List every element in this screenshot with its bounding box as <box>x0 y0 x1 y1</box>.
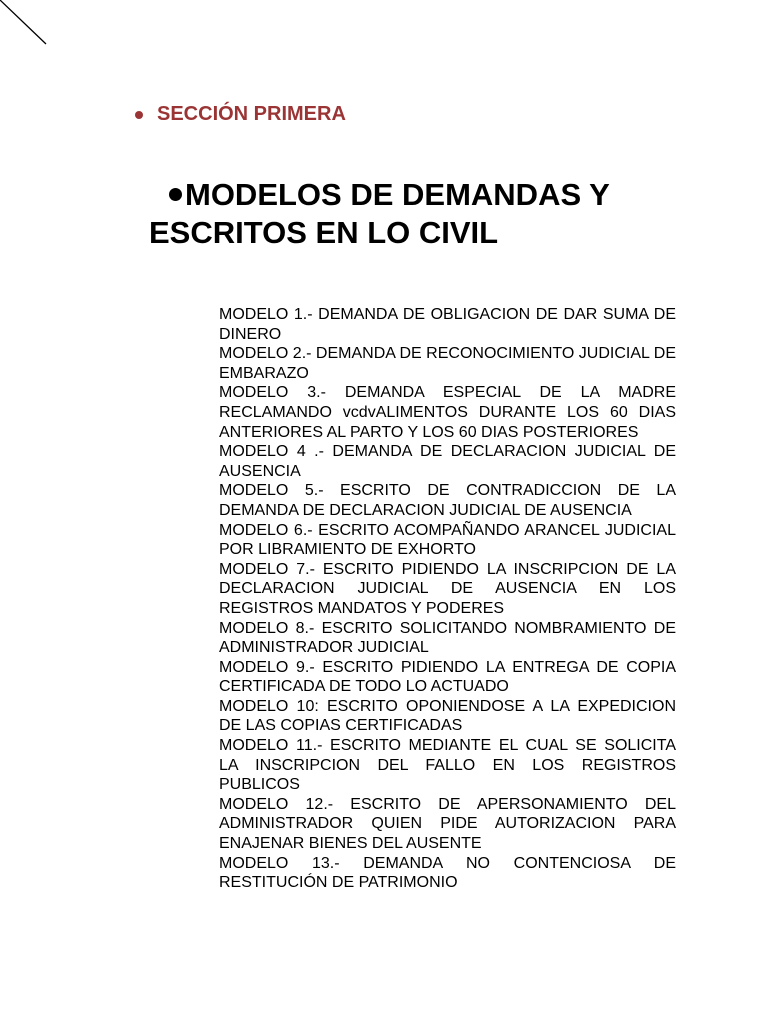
list-item: MODELO 2.- DEMANDA DE RECONOCIMIENTO JUDICIAL DE EMBARAZO <box>219 345 676 382</box>
section-heading-text: SECCIÓN PRIMERA <box>157 103 346 125</box>
model-list <box>219 305 676 893</box>
list-item: MODELO 5.- ESCRITO DE CONTRADICCION DE LA DEMANDA DE DECLARACION JUDICIAL DE AUSENCIA <box>219 482 676 519</box>
section-bullet-icon <box>135 111 143 119</box>
list-item: MODELO 8.- ESCRITO SOLICITANDO NOMBRAMIENTO DE ADMINISTRADOR JUDICIAL <box>219 619 676 657</box>
list-item: MODELO 13.- DEMANDA NO CONTENCIOSA DE RESTITUCIÓN DE PATRIMONIO <box>219 854 676 892</box>
list-item: MODELO 1.- DEMANDA DE OBLIGACION DE DAR SUMA DE DINERO <box>219 306 676 343</box>
list-item: MODELO 7.- ESCRITO PIDIENDO LA INSCRIPCION DE LA DECLARACION JUDICIAL DE AUSENCIA EN LOS REGISTROS MANDATOS Y PODERES <box>219 560 676 617</box>
list-item: MODELO 12.- ESCRITO DE APERSONAMIENTO DEL ADMINISTRADOR QUIEN PIDE AUTORIZACION PARA ENAJENAR BIENES DEL AUSENTE <box>219 795 676 853</box>
list-item: MODELO 3.- DEMANDA ESPECIAL DE LA MADRE RECLAMANDO vcdvALIMENTOS DURANTE LOS 60 DIAS ANTERIORES AL PARTO Y LOS 60 DIAS POSTERIORES <box>219 384 676 441</box>
corner-diagonal-line <box>0 0 50 50</box>
section-heading <box>135 103 346 126</box>
title-bullet-icon <box>169 188 182 201</box>
list-item: MODELO 6.- ESCRITO ACOMPAÑANDO ARANCEL JUDICIAL POR LIBRAMIENTO DE EXHORTO <box>219 521 676 559</box>
list-item: MODELO 11.- ESCRITO MEDIANTE EL CUAL SE SOLICITA LA INSCRIPCION DEL FALLO EN LOS REGISTROS PUBLICOS <box>219 737 676 794</box>
list-item: MODELO 9.- ESCRITO PIDIENDO LA ENTREGA DE COPIA CERTIFICADA DE TODO LO ACTUADO <box>219 658 676 696</box>
page-title-text: MODELOS DE DEMANDAS Y ESCRITOS EN LO CIVIL <box>149 177 610 250</box>
list-item: MODELO 4 .- DEMANDA DE DECLARACION JUDICIAL DE AUSENCIA <box>219 443 676 480</box>
page-title <box>149 176 709 252</box>
list-item: MODELO 10: ESCRITO OPONIENDOSE A LA EXPEDICION DE LAS COPIAS CERTIFICADAS <box>219 697 676 735</box>
